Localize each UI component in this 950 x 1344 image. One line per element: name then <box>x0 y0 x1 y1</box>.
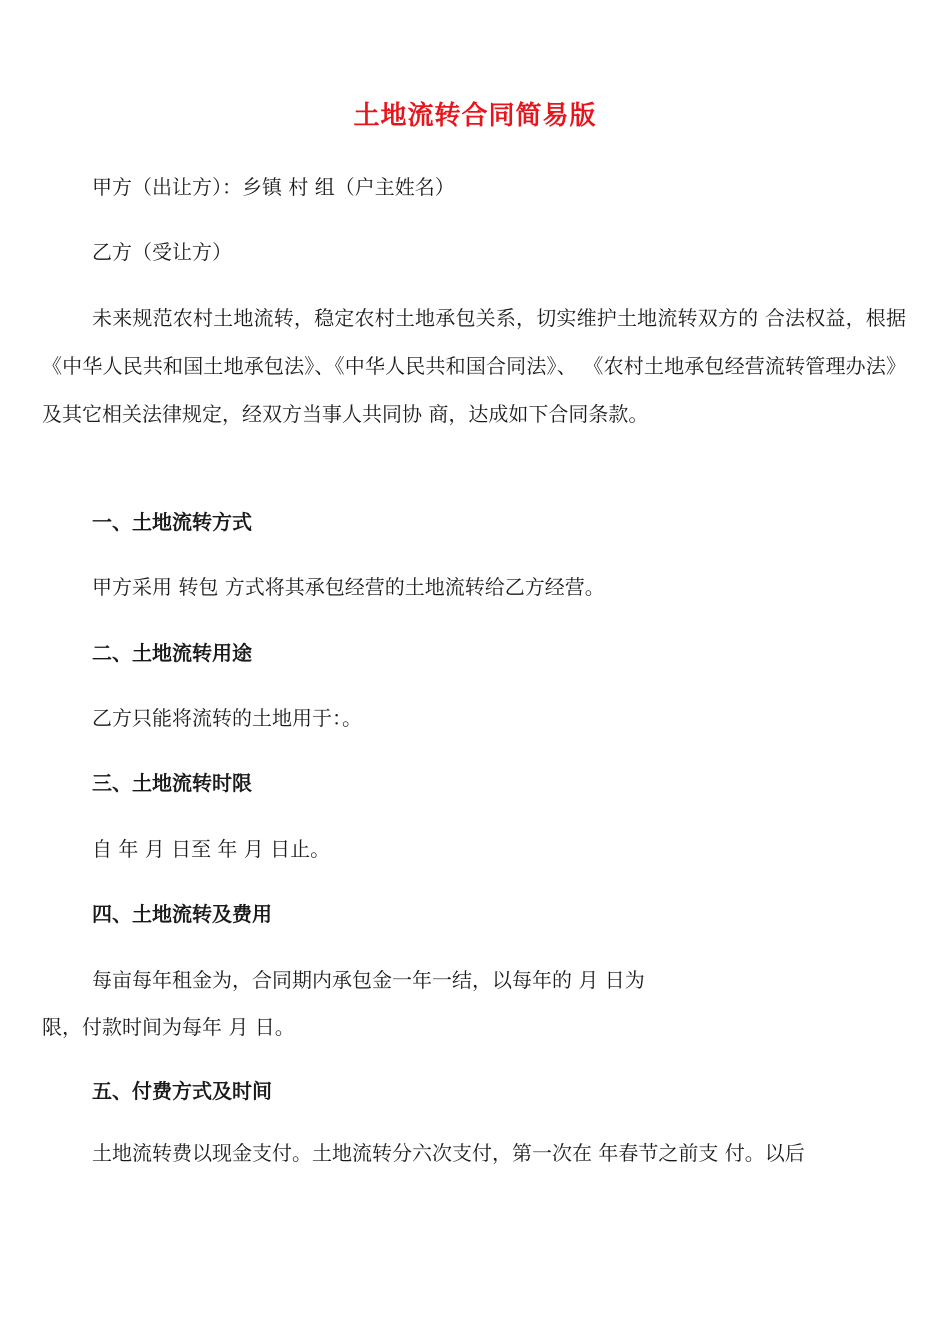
section-5-heading: 五、付费方式及时间 <box>92 1079 272 1103</box>
section-4-body-line2: 限，付款时间为每年 月 日。 <box>42 1015 295 1039</box>
section-1-heading: 一、土地流转方式 <box>92 510 252 534</box>
document-title: 土地流转合同简易版 <box>353 101 597 131</box>
section-2-body: 乙方只能将流转的土地用于：。 <box>92 706 362 730</box>
section-3-body: 自 年 月 日至 年 月 日止。 <box>92 837 331 861</box>
section-3-heading: 三、土地流转时限 <box>92 771 252 795</box>
section-5-body: 土地流转费以现金支付。土地流转分六次支付，第一次在 年春节之前支 付。以后 <box>92 1141 805 1165</box>
section-4-body-line1: 每亩每年租金为，合同期内承包金一年一结，以每年的 月 日为 <box>92 968 645 992</box>
preamble-paragraph: 未来规范农村土地流转，稳定农村土地承包关系，切实维护土地流转双方的 合法权益，根据《中华人民共和国土地承包法》、《中华人民共和国合同法》、 《农村土地承包经营流转管理办法》及其它相关法律规定，经双方当事人共同协 商，达成如下合同条款。 <box>42 306 906 426</box>
section-4-heading: 四、土地流转及费用 <box>92 902 272 926</box>
section-1-body: 甲方采用 转包 方式将其承包经营的土地流转给乙方经营。 <box>92 575 605 599</box>
section-2-heading: 二、土地流转用途 <box>92 641 252 665</box>
party-b-line: 乙方（受让方） <box>92 240 232 264</box>
party-a-line: 甲方（出让方）：乡镇 村 组（户主姓名） <box>92 175 455 199</box>
